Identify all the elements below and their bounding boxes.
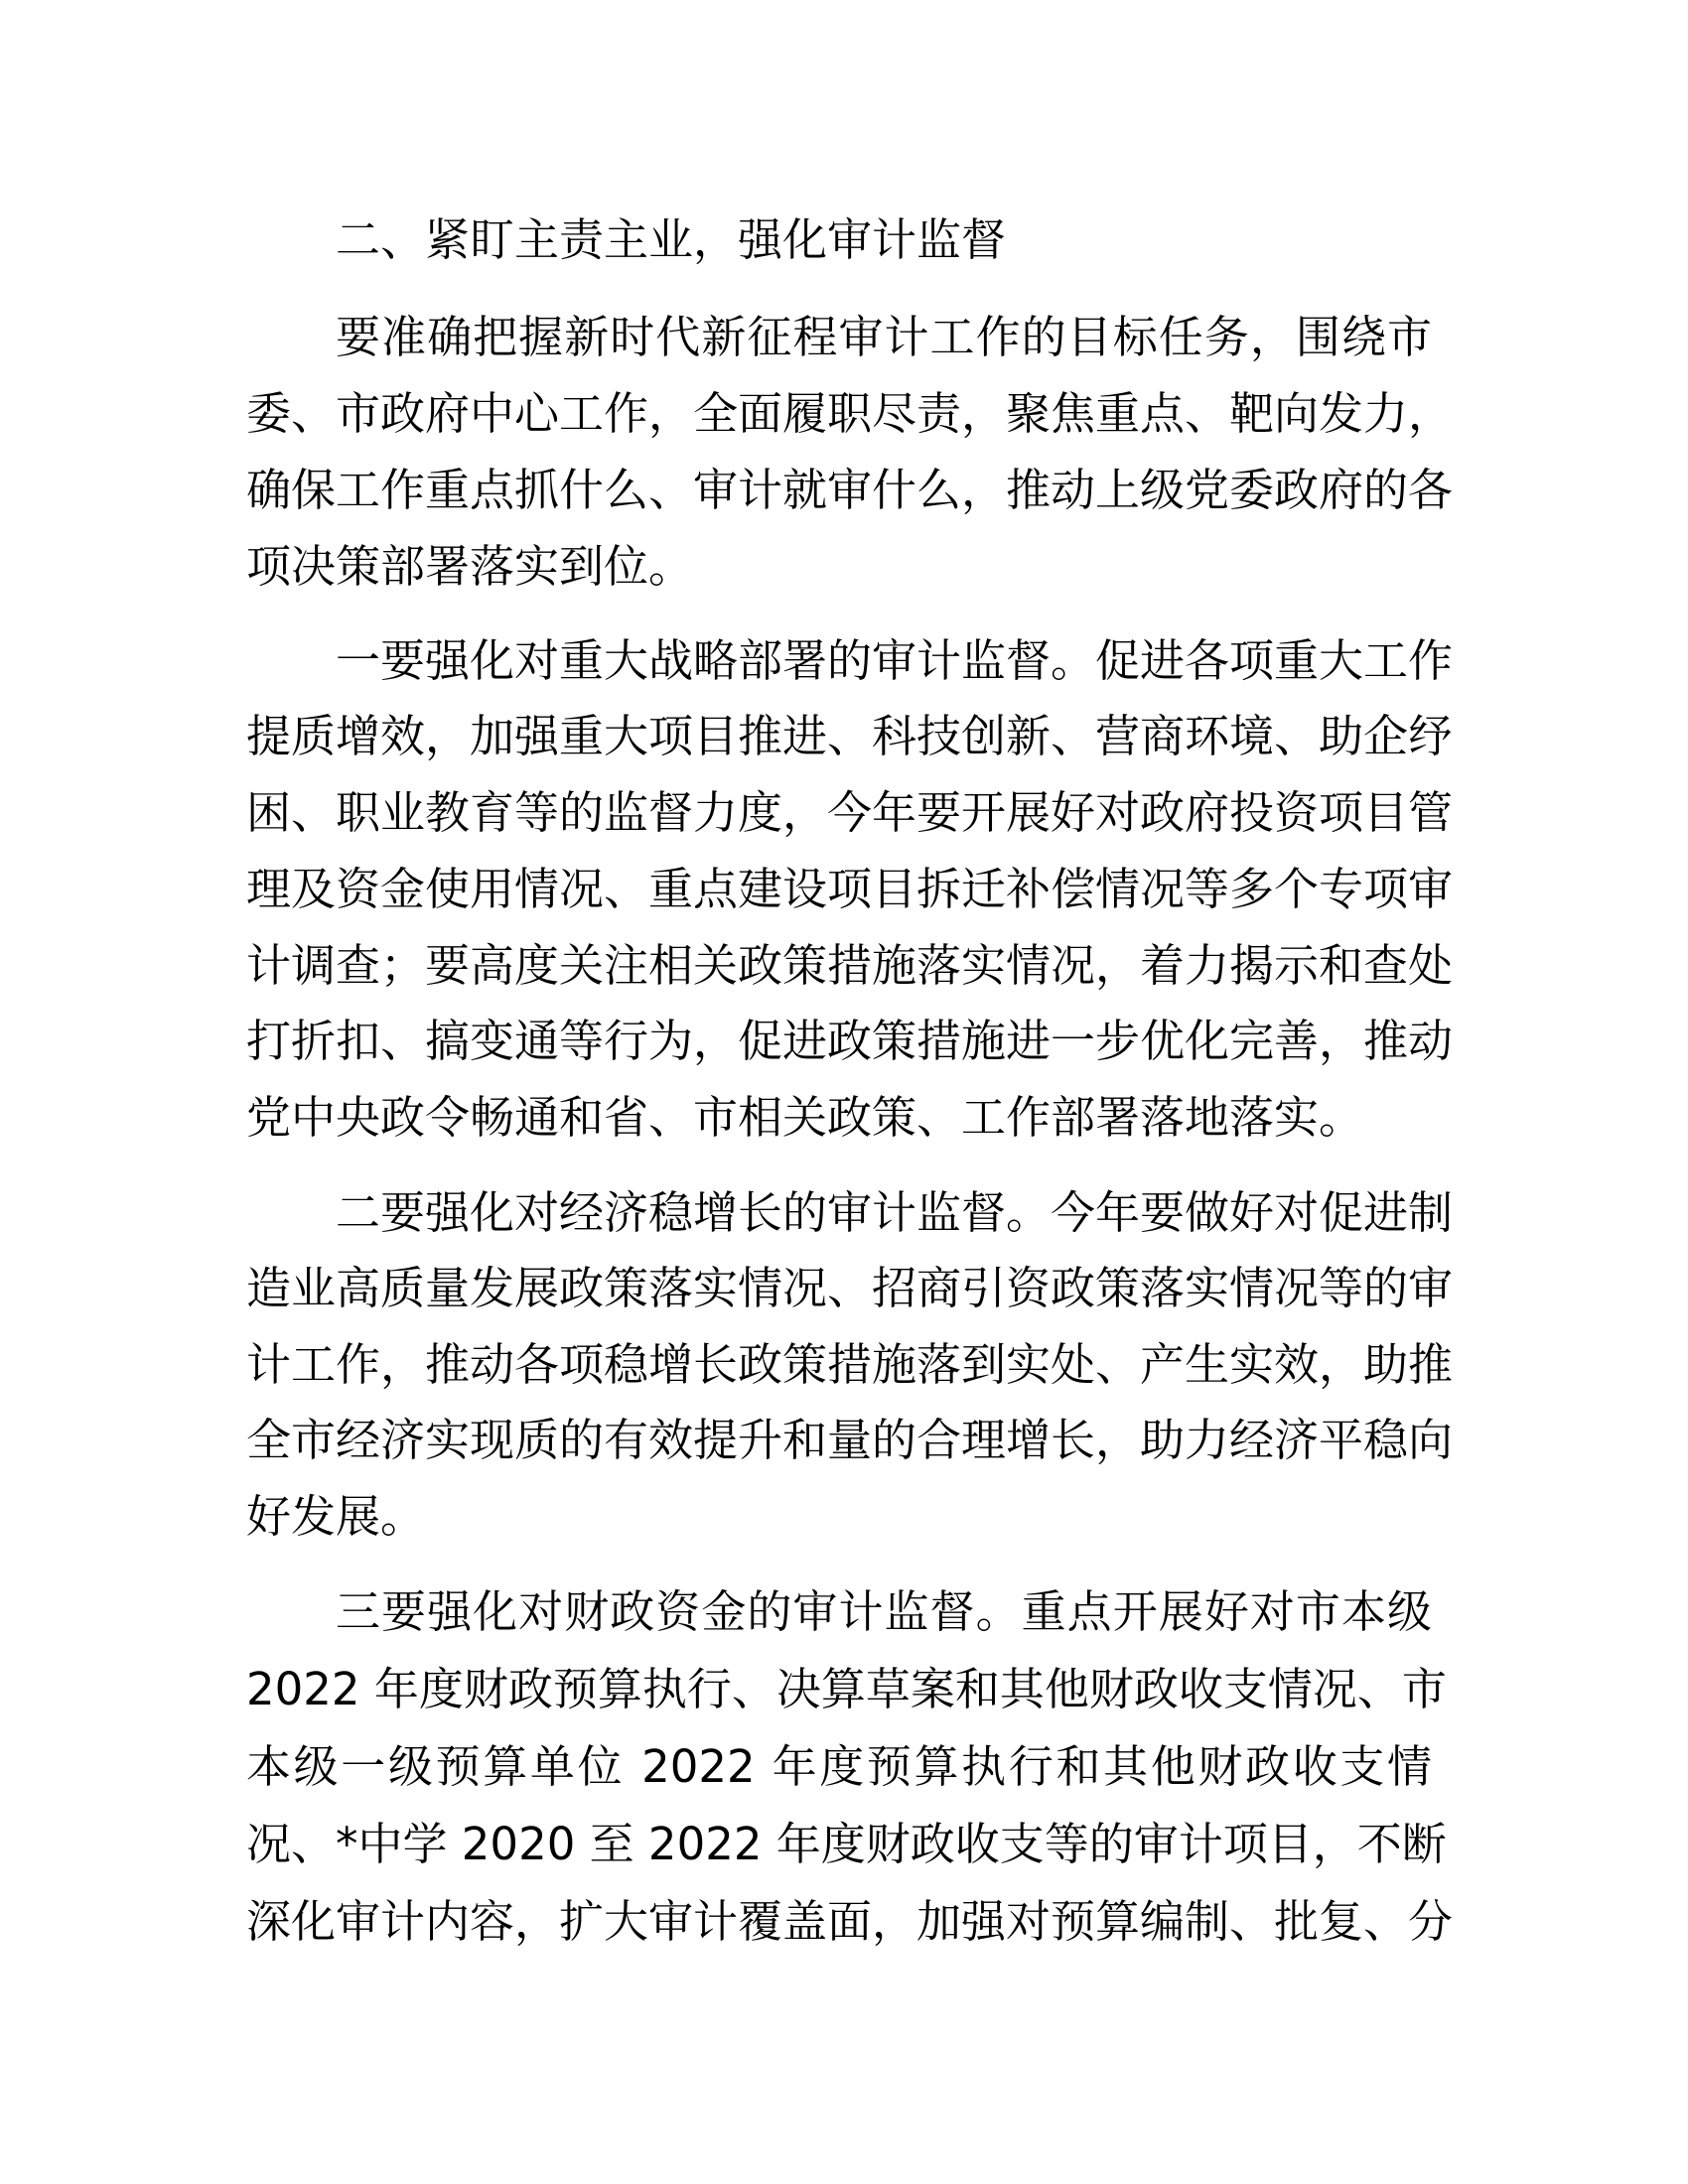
paragraph-1-line-1: 要准确把握新时代新征程审计工作的目标任务，围绕市 [336, 311, 1432, 363]
paragraph-3-line-2: 造业高质量发展政策落实情况、招商引资政策落实情况等的审 [246, 1262, 1454, 1314]
paragraph-2-line-5: 计调查；要高度关注相关政策措施落实情况，着力揭示和查处 [246, 939, 1454, 992]
paragraph-4-line-3: 本级一级预算单位 2022 年度预算执行和其他财政收支情 [246, 1740, 1432, 1793]
paragraph-4-line-2: 2022 年度财政预算执行、决算草案和其他财政收支情况、市 [246, 1663, 1447, 1715]
paragraph-1-line-4: 项决策部署落实到位。 [246, 540, 694, 593]
paragraph-3-line-3: 计工作，推动各项稳增长政策措施落到实处、产生实效，助推 [246, 1338, 1454, 1391]
paragraph-1-line-3: 确保工作重点抓什么、审计就审什么，推动上级党委政府的各 [246, 464, 1454, 516]
paragraph-2-line-4: 理及资金使用情况、重点建设项目拆迁补偿情况等多个专项审 [246, 863, 1454, 915]
section-heading: 二、紧盯主责主业，强化审计监督 [336, 213, 1007, 266]
paragraph-3-line-5: 好发展。 [246, 1490, 426, 1543]
paragraph-2-line-1: 一要强化对重大战略部署的审计监督。促进各项重大工作 [336, 634, 1454, 687]
paragraph-4-line-1: 三要强化对财政资金的审计监督。重点开展好对市本级 [336, 1585, 1432, 1638]
paragraph-2-line-7: 党中央政令畅通和省、市相关政策、工作部署落地落实。 [246, 1091, 1364, 1144]
paragraph-2-line-2: 提质增效，加强重大项目推进、科技创新、营商环境、助企纾 [246, 710, 1454, 762]
paragraph-1-line-2: 委、市政府中心工作，全面履职尽责，聚焦重点、靶向发力， [246, 387, 1454, 440]
paragraph-2-line-3: 困、职业教育等的监督力度，今年要开展好对政府投资项目管 [246, 786, 1454, 839]
paragraph-2-line-6: 打折扣、搞变通等行为，促进政策措施进一步优化完善，推动 [246, 1015, 1454, 1067]
paragraph-4-line-4: 况、*中学 2020 至 2022 年度财政收支等的审计项目，不断 [246, 1818, 1447, 1870]
paragraph-3-line-4: 全市经济实现质的有效提升和量的合理增长，助力经济平稳向 [246, 1414, 1454, 1466]
paragraph-3-line-1: 二要强化对经济稳增长的审计监督。今年要做好对促进制 [336, 1186, 1454, 1239]
paragraph-4-line-5: 深化审计内容，扩大审计覆盖面，加强对预算编制、批复、分 [246, 1895, 1454, 1948]
